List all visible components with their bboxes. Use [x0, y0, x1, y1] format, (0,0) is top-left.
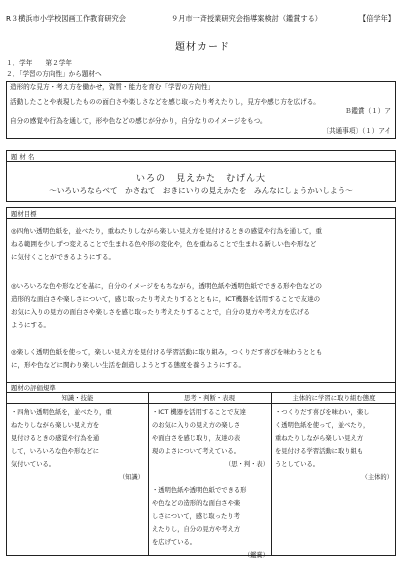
page-header — [6, 14, 399, 24]
rubric-header-thinking: 思考・判断・表現 — [183, 394, 236, 402]
page-title: 題材カード — [175, 42, 230, 53]
approach-ref-2: 〔共通事項〕（１）アイ — [322, 127, 391, 135]
rubric-thinking-line: 現のよさについて考えている。 — [152, 448, 241, 455]
rubric-attitude-cell — [275, 406, 393, 484]
rubric-attitude-line: を見付ける学習活動に取り組も — [275, 448, 364, 455]
goals-divider — [7, 218, 395, 219]
rubric-top-rule — [7, 382, 395, 383]
subject-name: いろの 見えかた むげん大 — [135, 174, 266, 184]
rubric-appreciation-line: しさについて，感じ取ったり考 — [152, 513, 240, 520]
header-meeting: ９月市一斉授業研究会指導案検討（鑑賞する） — [171, 14, 322, 23]
goal-1-line: ◎四角い透明色紙を，並べたり，重ねたりしながら楽しい見え方を見付けるときの感覚や行為を通して，重 — [11, 227, 323, 235]
goal-2-line: お気に入りの見方の面白さや楽しさを感じ取ったり考えたりすることで，自分の見方や考え方を広げる — [11, 308, 310, 316]
goal-1 — [11, 225, 387, 264]
goals-label: 題材目標 — [11, 210, 37, 218]
subject-label: 題 材 名 — [11, 153, 35, 161]
rubric-thinking-line: ・ICT 機器を活用することで友達 — [152, 409, 246, 416]
goal-3-line: に，形や色などに関わり楽しい生活を創造しようとする態度を養うようにする。 — [11, 361, 245, 369]
rubric-attitude-line: ・つくりだす喜びを味わい，楽し — [275, 409, 370, 416]
rubric-col-divider — [148, 392, 149, 555]
grade-line: １．学年 第２学年 — [6, 59, 72, 67]
rubric-appreciation-line: を広げている。 — [152, 539, 197, 546]
rubric-thinking-line: のお気に入りの見え方の楽しさ — [152, 422, 241, 429]
approach-line-3: 自分の感覚や行為を通して，形や色などの感じが分かり，自分なりのイメージをもつ。 — [10, 117, 267, 125]
rubric-appreciation-line: ・透明色紙や透明色紙でできる形 — [152, 487, 247, 494]
rubric-knowledge-line: 気付いている。 — [11, 461, 56, 468]
rubric-label: 題材の評価規準 — [11, 384, 56, 392]
approach-heading: ２．「学習の方向性」から題材へ — [6, 70, 102, 78]
rubric-thinking-cell-a — [152, 406, 269, 471]
rubric-knowledge-tag: （知識） — [118, 474, 144, 481]
subject-divider — [7, 161, 395, 162]
goal-2-line: 造形的な面白さや楽しさについて，感じ取ったり考えたりするとともに，ICT機器を活用することで友達の — [11, 295, 321, 303]
rubric-thinking-line: や面白さを感じ取り，友達の表 — [152, 435, 241, 442]
rubric-attitude-line: 重ねたりしながら楽しい見え方 — [275, 435, 364, 442]
rubric-thinking-cell-b — [152, 484, 269, 562]
rubric-appreciation-line: や色などの造形的な面白さや楽 — [152, 500, 241, 507]
goal-2 — [11, 280, 387, 332]
learning-approach-box — [6, 81, 396, 139]
goal-1-line: に気付くことができるようにする。 — [11, 253, 115, 261]
goal-2-line: ようにする。 — [11, 321, 50, 329]
goal-1-line: ねる範囲を少しずつ変えることで生まれる色や形の変化や，色を重ねることで生まれる新しい色や形など — [11, 240, 317, 248]
header-grade-tag: 【倍学年】 — [359, 14, 395, 23]
goals-and-rubric-box — [6, 207, 396, 559]
rubric-knowledge-cell — [11, 406, 144, 484]
rubric-header-knowledge: 知識・技能 — [61, 394, 94, 402]
rubric-col-divider — [271, 392, 272, 555]
rubric-appreciation-tag: （鑑賞） — [243, 552, 269, 559]
rubric-attitude-line: うとしている。 — [275, 461, 320, 468]
goal-2-line: ◎いろいろな色や形などを基に，自分のイメージをもちながら，透明色紙や透明色紙でできる形や色などの — [11, 282, 322, 290]
rubric-appreciation-line: えたりし，自分の見方や考え方 — [152, 526, 241, 533]
rubric-thinking-tag: （思・判・表） — [224, 461, 269, 468]
approach-ref-1: Ｂ鑑賞（１）ア — [344, 107, 391, 115]
rubric-knowledge-line: ねたりしながら楽しい見え方を — [11, 422, 100, 429]
approach-line-1: 造形的な見方・考え方を働かせ，資質・能力を育む「学習の方向性」 — [10, 83, 215, 91]
rubric-header-attitude: 主体的に学習に取り組む態度 — [292, 394, 376, 402]
rubric-attitude-line: く透明色紙を使って，並べたり， — [275, 422, 370, 429]
subject-subtitle: ～いろいろならべて かさねて おきにいりの見えかたを みんなにしょうかいしよう～ — [49, 186, 353, 195]
header-organization: R３横浜市小学校図画工作教育研究会 — [6, 14, 126, 23]
rubric-attitude-tag: （主体的） — [361, 474, 393, 481]
goal-3-line: ◎楽しく透明色紙を使って，楽しい見え方を見付ける学習活動に取り組み，つくりだす喜びを味わうととも — [11, 348, 323, 356]
rubric-knowledge-line: ・四角い透明色紙を，並べたり，重 — [11, 409, 112, 416]
rubric-header-rule — [7, 403, 395, 404]
rubric-knowledge-line: 見付けるときの感覚や行為を通 — [11, 435, 100, 442]
rubric-knowledge-line: して，いろいろな色や形などに — [11, 448, 100, 455]
rubric-section — [7, 382, 395, 559]
subject-box — [6, 150, 396, 202]
approach-line-2: 活動したことや表現したものの面白さや楽しさなどを感じ取ったり考えたりし，見方や感じ方を広げる。 — [10, 98, 320, 106]
goal-3 — [11, 346, 387, 372]
